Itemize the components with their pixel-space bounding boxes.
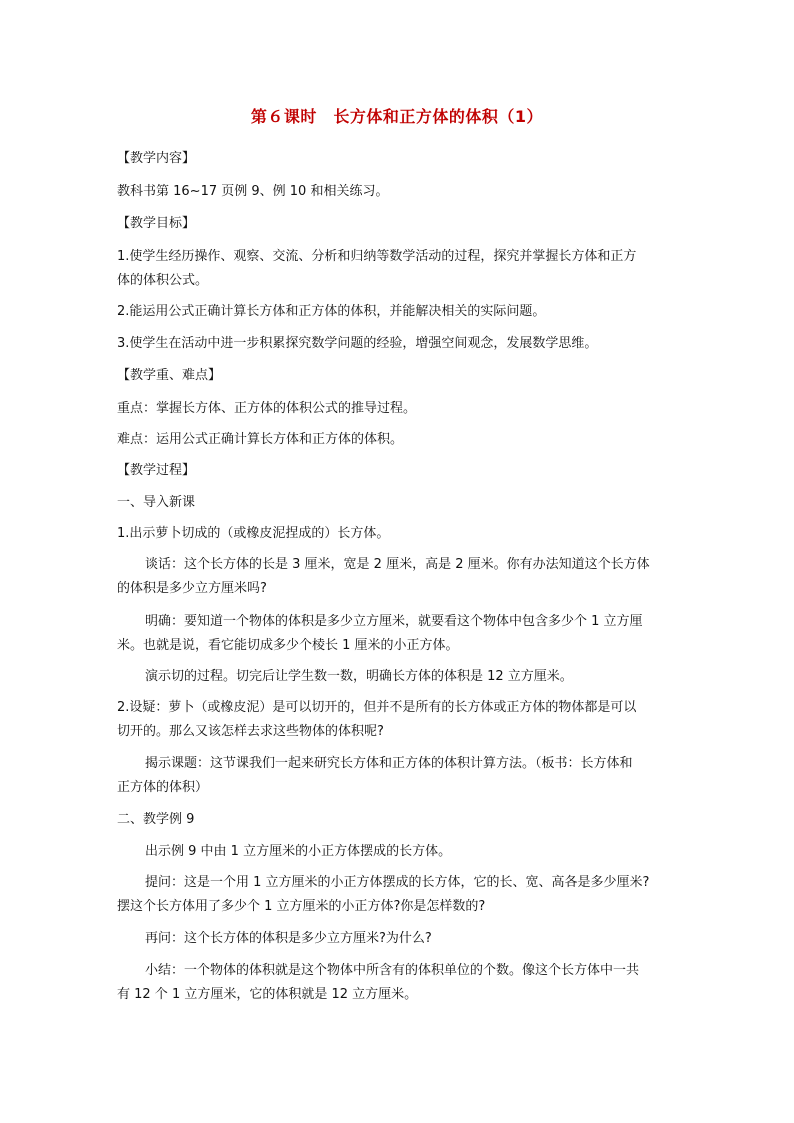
demo-text: 演示切的过程。切完后让学生数一数，明确长方体的体积是 12 立方厘米。 <box>145 669 573 684</box>
clarify-line-2: 米。也就是说，看它能切成多少个棱长 1 厘米的小正方体。 <box>117 638 459 653</box>
question-2-line-1: 2.设疑：萝卜（或橡皮泥）是可以切开的，但并不是所有的长方体或正方体的物体都是可以 <box>117 700 637 715</box>
section-heading-goals: 【教学目标】 <box>117 216 196 231</box>
talk-line-2: 的体积是多少立方厘米吗? <box>117 581 267 596</box>
talk-line-1: 谈话：这个长方体的长是 3 厘米，宽是 2 厘米，高是 2 厘米。你有办法知道这个长方体 <box>145 557 650 572</box>
difficult-point: 难点：运用公式正确计算长方体和正方体的体积。 <box>117 432 404 447</box>
ask-again: 再问：这个长方体的体积是多少立方厘米?为什么? <box>145 931 432 946</box>
summary-line-1: 小结：一个物体的体积就是这个物体中所含有的体积单位的个数。像这个长方体中一共 <box>145 963 640 978</box>
step-1: 1.出示萝卜切成的（或橡皮泥捏成的）长方体。 <box>117 526 390 541</box>
clarify-line-1: 明确：要知道一个物体的体积是多少立方厘米，就要看这个物体中包含多少个 1 立方厘 <box>145 614 643 629</box>
show-example: 出示例 9 中由 1 立方厘米的小正方体摆成的长方体。 <box>145 844 452 859</box>
ask-line-1: 提问：这是一个用 1 立方厘米的小正方体摆成的长方体，它的长、宽、高各是多少厘米? <box>145 875 650 890</box>
goal-1-line-2: 体的体积公式。 <box>117 273 209 288</box>
reveal-line-2: 正方体的体积） <box>117 780 209 795</box>
section-heading-process: 【教学过程】 <box>117 463 196 478</box>
part-1-heading: 一、导入新课 <box>117 495 196 510</box>
key-point: 重点：掌握长方体、正方体的体积公式的推导过程。 <box>117 401 417 416</box>
page-title: 第６课时 长方体和正方体的体积（1） <box>250 107 544 126</box>
goal-3: 3.使学生在活动中进一步积累探究数学问题的经验，增强空间观念，发展数学思维。 <box>117 336 598 351</box>
ask-line-2: 摆这个长方体用了多少个 1 立方厘米的小正方体?你是怎样数的? <box>117 899 486 914</box>
content-text: 教科书第 16~17 页例 9、例 10 和相关练习。 <box>117 184 389 199</box>
section-heading-content: 【教学内容】 <box>117 151 196 166</box>
section-heading-key-points: 【教学重、难点】 <box>117 368 222 383</box>
part-2-heading: 二、教学例 9 <box>117 812 195 827</box>
goal-2: 2.能运用公式正确计算长方体和正方体的体积，并能解决相关的实际问题。 <box>117 304 546 319</box>
reveal-line-1: 揭示课题：这节课我们一起来研究长方体和正方体的体积计算方法。（板书：长方体和 <box>145 756 633 771</box>
question-2-line-2: 切开的。那么又该怎样去求这些物体的体积呢? <box>117 724 384 739</box>
goal-1-line-1: 1.使学生经历操作、观察、交流、分析和归纳等数学活动的过程，探究并掌握长方体和正方 <box>117 249 637 264</box>
summary-line-2: 有 12 个 1 立方厘米，它的体积就是 12 立方厘米。 <box>117 987 418 1002</box>
